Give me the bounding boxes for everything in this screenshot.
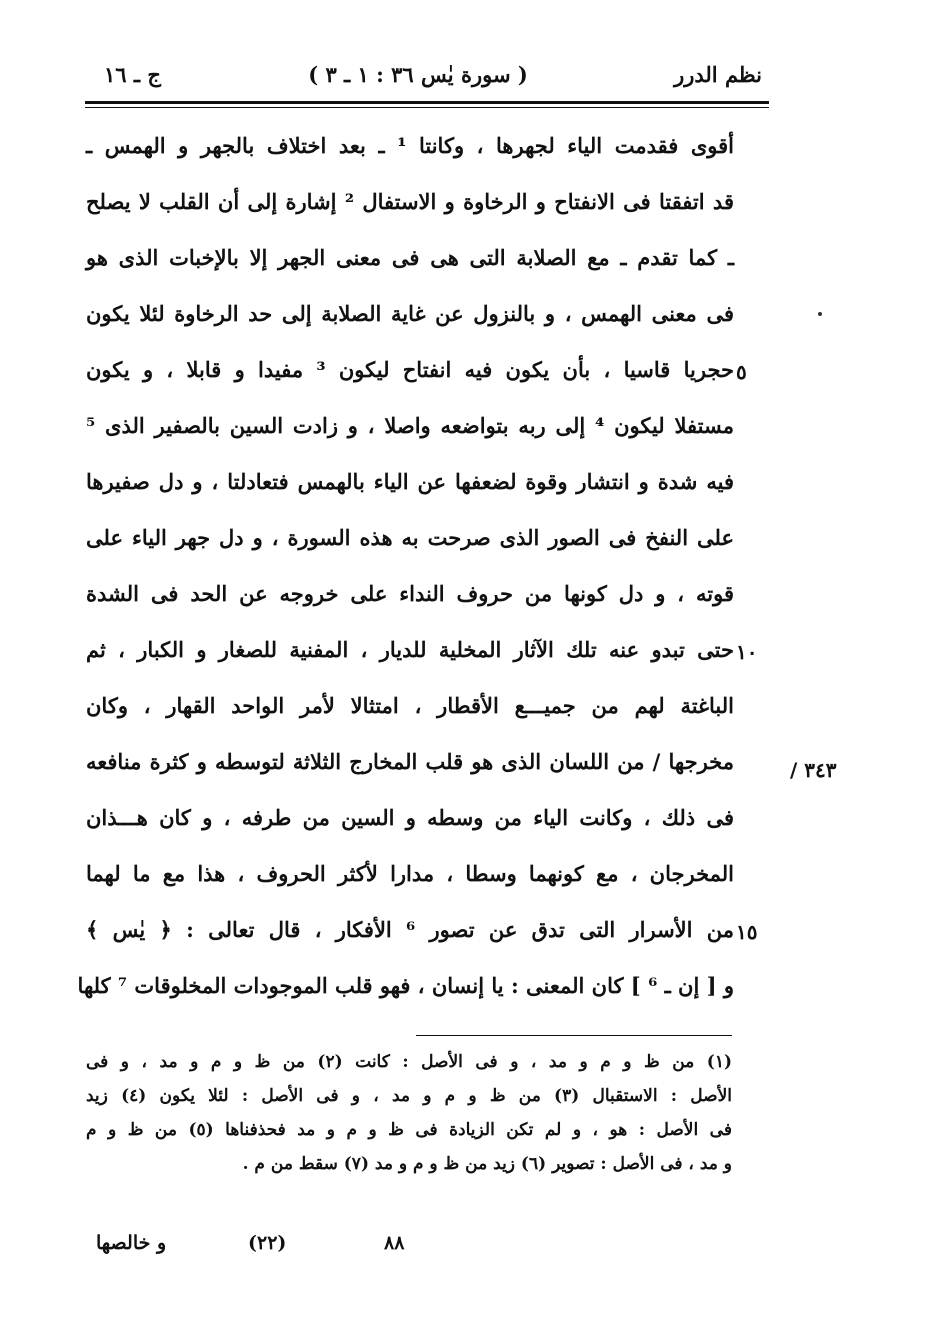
catchword: و خالصها: [96, 1232, 167, 1254]
text-line: من الأسرار التى تدق عن تصور ⁶ الأفكار ، قال تعالى : ﴿ يٰس ﴾: [86, 917, 734, 942]
line-number-15: ١٥: [736, 920, 758, 944]
text-line: على النفخ فى الصور الذى صرحت به هذه السورة ، و دل جهر الياء على: [86, 525, 734, 550]
footnote-line: (١) من ظ و م و مد ، و فى الأصل : كانت (٢) من ظ و م و مد ، و فى: [86, 1052, 733, 1072]
footnote-line: فى الأصل : هو ، و لم تكن الزيادة فى ظ و م و مد فحذفناها (٥) من ظ و م: [86, 1120, 732, 1140]
text-line: فيه شدة و انتشار وقوة لضعفها عن الياء بالهمس فتعادلتا ، و دل صفيرها: [86, 469, 734, 494]
running-title: نظم الدرر: [674, 62, 762, 87]
header-rule-thin: [85, 107, 769, 108]
footnote-rule: [416, 1035, 732, 1036]
text-line: فى معنى الهمس ، و بالنزول عن غاية الصلابة إلى حد الرخاوة لئلا يكون: [86, 301, 734, 326]
page-number: ٨٨: [384, 1232, 405, 1254]
manuscript-folio-reference: ٣٤٣ /: [790, 758, 837, 782]
text-line: فى ذلك ، وكانت الياء من وسطه و السين من طرفه ، و كان هـــذان: [86, 805, 734, 830]
margin-dot: [818, 312, 822, 316]
surah-reference: ( سورة يٰس ٣٦ : ١ ـ ٣ ): [308, 62, 528, 87]
line-number-10: ١٠: [736, 640, 758, 664]
signature-mark: (٢٢): [248, 1232, 287, 1254]
text-line: حجريا قاسيا ، بأن يكون فيه انفتاح ليكون ³ مفيدا و قابلا ، و يكون: [86, 357, 734, 382]
text-line: أقوى فقدمت الياء لجهرها ، وكانتا ¹ ـ بعد اختلاف بالجهر و الهمس ـ: [86, 133, 734, 158]
text-line: حتى تبدو عنه تلك الآثار المخلية للديار ، المفنية للصغار و الكبار ، ثم: [86, 637, 734, 662]
footnote-line: و مد ، فى الأصل : تصوير (٦) زيد من ظ و م و مد (٧) سقط من م .: [242, 1154, 732, 1174]
text-line: مستفلا ليكون ⁴ إلى ربه بتواضعه واصلا ، و زادت السين بالصفير الذى ⁵: [86, 413, 734, 438]
volume-number: ج ـ ١٦: [104, 62, 161, 87]
text-line: و [ إن ـ ⁶ ] كان المعنى : يا إنسان ، فهو قلب الموجودات المخلوقات ⁷ كلها: [77, 973, 734, 998]
text-line: مخرجها / من اللسان الذى هو قلب المخارج الثلاثة لتوسطه و كثرة منافعه: [86, 749, 734, 774]
text-line: ـ كما تقدم ـ مع الصلابة التى هى فى معنى الجهر إلا بالإخبات الذى هو: [86, 245, 734, 270]
text-line: المخرجان ، مع كونهما وسطا ، مدارا لأكثر الحروف ، هذا مع ما لهما: [86, 861, 734, 886]
header-rule-thick: [85, 101, 769, 104]
text-line: قد اتفقتا فى الانفتاح و الرخاوة و الاستفال ² إشارة إلى أن القلب لا يصلح: [86, 189, 734, 214]
line-number-5: ٥: [736, 360, 747, 384]
text-line: قوته ، و دل كونها من حروف النداء على خروجه عن الحد فى الشدة: [86, 581, 734, 606]
text-line: الباغتة لهم من جميـــع الأقطار ، امتثالا لأمر الواحد القهار ، وكان: [86, 693, 734, 718]
footnote-line: الأصل : الاستقبال (٣) من ظ و م و مد ، و فى الأصل : لئلا يكون (٤) زيد: [86, 1086, 733, 1106]
